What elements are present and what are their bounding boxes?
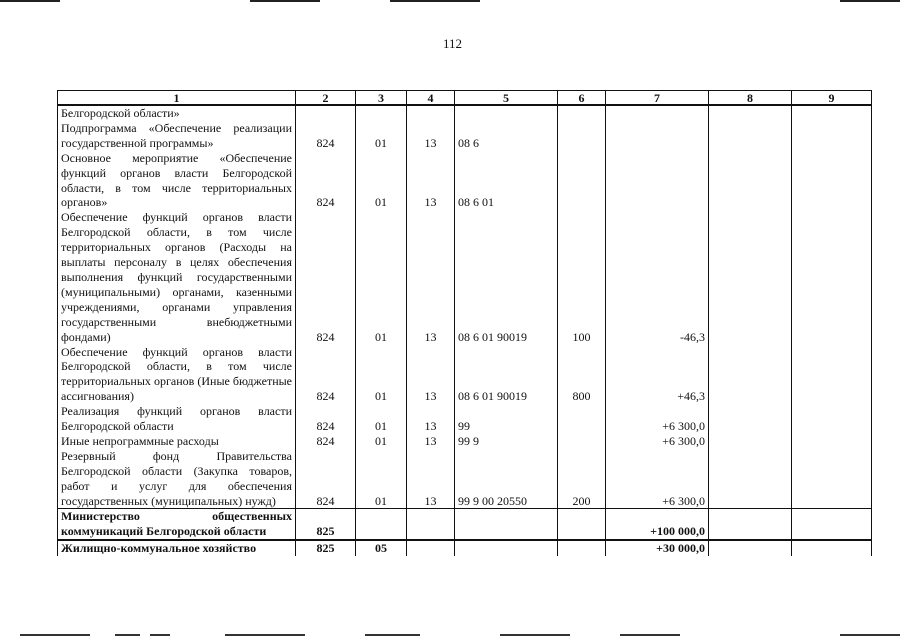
col-header-6: 6 <box>558 91 606 106</box>
row-target-article <box>455 540 558 556</box>
row-name: Белгородской области» <box>58 105 296 121</box>
table-row <box>58 151 872 211</box>
row-col9 <box>792 121 872 151</box>
row-expense-type <box>558 509 606 540</box>
col-header-9: 9 <box>792 91 872 106</box>
row-name: Реализация функций органов власти Белгородской области <box>58 404 296 434</box>
row-section: 01 <box>356 404 407 434</box>
table-row <box>58 434 872 449</box>
row-name: Обеспечение функций органов власти Белгородской области, в том числе территориальных органов (Иные бюджетные ассигнования) <box>58 345 296 405</box>
row-col8 <box>709 404 792 434</box>
table-row <box>58 210 872 344</box>
top-scan-rule-mid <box>250 0 320 2</box>
row-amount: +6 300,0 <box>606 449 709 509</box>
row-col8 <box>709 449 792 509</box>
row-expense-type: 200 <box>558 449 606 509</box>
row-ministry-code: 824 <box>296 404 356 434</box>
row-name: Жилищно-коммунальное хозяйство <box>58 540 296 556</box>
row-section: 01 <box>356 151 407 211</box>
row-ministry-code: 825 <box>296 509 356 540</box>
bottom-scan-rule-6 <box>500 634 570 636</box>
row-amount: +6 300,0 <box>606 434 709 449</box>
bottom-scan-rule-7 <box>620 634 680 636</box>
bottom-scan-rule-3 <box>150 634 170 636</box>
row-ministry-code: 824 <box>296 449 356 509</box>
row-expense-type: 800 <box>558 345 606 405</box>
table-row <box>58 121 872 151</box>
row-amount: +46,3 <box>606 345 709 405</box>
row-section <box>356 105 407 121</box>
row-col9 <box>792 151 872 211</box>
col-header-1: 1 <box>58 91 296 106</box>
col-header-5: 5 <box>455 91 558 106</box>
table-row-ministry <box>58 509 872 540</box>
row-ministry-code: 825 <box>296 540 356 556</box>
row-amount: +6 300,0 <box>606 404 709 434</box>
row-amount <box>606 105 709 121</box>
row-expense-type <box>558 404 606 434</box>
row-section: 01 <box>356 345 407 405</box>
row-target-article: 99 <box>455 404 558 434</box>
row-section: 05 <box>356 540 407 556</box>
row-expense-type <box>558 151 606 211</box>
row-name: Иные непрограммные расходы <box>58 434 296 449</box>
row-expense-type: 100 <box>558 210 606 344</box>
bottom-scan-rule-left <box>20 634 90 636</box>
row-expense-type <box>558 434 606 449</box>
row-ministry-code: 824 <box>296 151 356 211</box>
row-col8 <box>709 509 792 540</box>
row-section: 01 <box>356 210 407 344</box>
row-amount: +100 000,0 <box>606 509 709 540</box>
table-row <box>58 105 872 121</box>
row-target-article: 08 6 01 <box>455 151 558 211</box>
row-amount: +30 000,0 <box>606 540 709 556</box>
row-subsection: 13 <box>407 404 455 434</box>
top-scan-rule-right <box>840 0 900 2</box>
row-name: Министерство общественных коммуникаций Белгородской области <box>58 509 296 540</box>
row-subsection: 13 <box>407 121 455 151</box>
row-subsection <box>407 540 455 556</box>
row-ministry-code: 824 <box>296 121 356 151</box>
row-expense-type <box>558 105 606 121</box>
row-subsection: 13 <box>407 434 455 449</box>
row-col8 <box>709 434 792 449</box>
row-ministry-code: 824 <box>296 210 356 344</box>
row-amount: -46,3 <box>606 210 709 344</box>
row-col8 <box>709 105 792 121</box>
page-number: 112 <box>442 36 463 51</box>
row-subsection: 13 <box>407 345 455 405</box>
row-subsection: 13 <box>407 151 455 211</box>
row-col8 <box>709 540 792 556</box>
row-name: Обеспечение функций органов власти Белгородской области, в том числе территориальных органов (Расходы на выплаты персоналу в целях обеспечения выполнения функций государственными (муниципальными) органами, казенными учреждениями, органами управления государственными внебюджетными фондами) <box>58 210 296 344</box>
row-col9 <box>792 345 872 405</box>
bottom-scan-rule-8 <box>840 634 900 636</box>
row-target-article: 99 9 <box>455 434 558 449</box>
top-scan-rule-center <box>390 0 480 2</box>
budget-table <box>57 90 872 556</box>
row-target-article: 08 6 <box>455 121 558 151</box>
table-header-row <box>58 91 872 106</box>
table-row <box>58 345 872 405</box>
bottom-scan-rule-5 <box>365 634 420 636</box>
row-target-article: 08 6 01 90019 <box>455 345 558 405</box>
row-amount <box>606 151 709 211</box>
row-target-article <box>455 105 558 121</box>
row-subsection: 13 <box>407 210 455 344</box>
row-expense-type <box>558 540 606 556</box>
bottom-scan-rule-2 <box>115 634 140 636</box>
top-scan-rule-left <box>0 0 60 2</box>
row-target-article: 99 9 00 20550 <box>455 449 558 509</box>
row-ministry-code: 824 <box>296 345 356 405</box>
row-section: 01 <box>356 434 407 449</box>
row-ministry-code <box>296 105 356 121</box>
row-expense-type <box>558 121 606 151</box>
col-header-4: 4 <box>407 91 455 106</box>
row-target-article <box>455 509 558 540</box>
row-col8 <box>709 345 792 405</box>
table-row <box>58 404 872 434</box>
table-row <box>58 449 872 509</box>
row-amount <box>606 121 709 151</box>
col-header-3: 3 <box>356 91 407 106</box>
col-header-8: 8 <box>709 91 792 106</box>
row-name: Основное мероприятие «Обеспечение функций органов власти Белгородской области, в том числе территориальных органов» <box>58 151 296 211</box>
row-ministry-code: 824 <box>296 434 356 449</box>
row-col9 <box>792 210 872 344</box>
row-section <box>356 509 407 540</box>
row-section: 01 <box>356 121 407 151</box>
col-header-7: 7 <box>606 91 709 106</box>
row-name: Подпрограмма «Обеспечение реализации государственной программы» <box>58 121 296 151</box>
row-col9 <box>792 434 872 449</box>
row-subsection <box>407 105 455 121</box>
row-subsection: 13 <box>407 449 455 509</box>
row-col9 <box>792 404 872 434</box>
row-col9 <box>792 449 872 509</box>
row-col8 <box>709 151 792 211</box>
row-subsection <box>407 509 455 540</box>
row-name: Резервный фонд Правительства Белгородской области (Закупка товаров, работ и услуг для обеспечения государственных (муниципальных) нужд) <box>58 449 296 509</box>
row-col9 <box>792 105 872 121</box>
row-target-article: 08 6 01 90019 <box>455 210 558 344</box>
table-row-section <box>58 540 872 556</box>
row-col8 <box>709 210 792 344</box>
row-col8 <box>709 121 792 151</box>
col-header-2: 2 <box>296 91 356 106</box>
bottom-scan-rule-4 <box>225 634 305 636</box>
row-col9 <box>792 540 872 556</box>
row-col9 <box>792 509 872 540</box>
row-section: 01 <box>356 449 407 509</box>
